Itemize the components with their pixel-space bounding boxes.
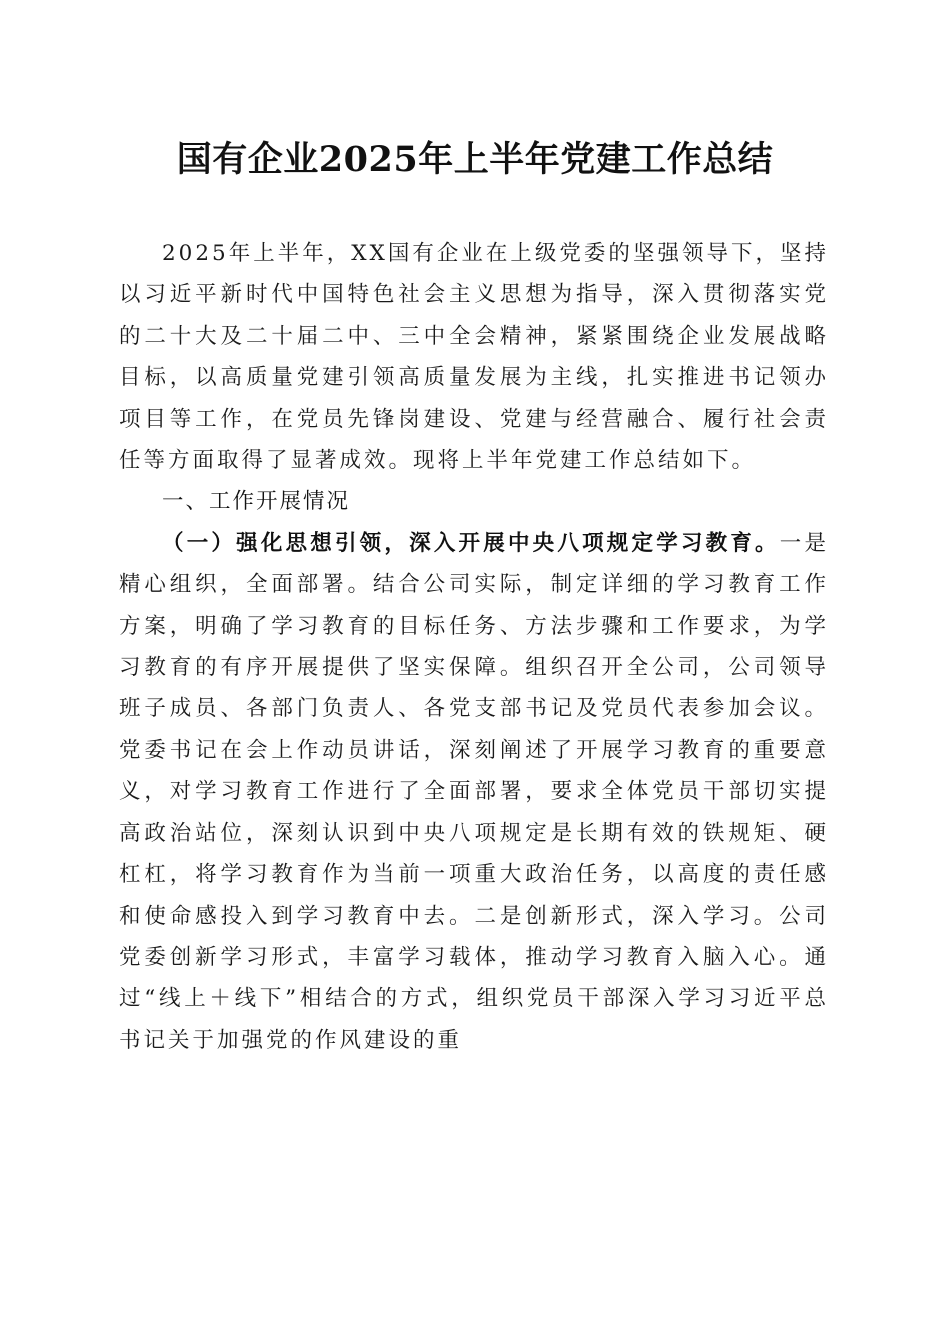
section-heading: 一、工作开展情况 <box>162 489 351 515</box>
document-body <box>119 233 829 1061</box>
intro-paragraph: 2025年上半年，XX国有企业在上级党委的坚强领导下，坚持以习近平新时代中国特色社会主义思想为指导，深入贯彻落实党的二十大及二十届二中、三中全会精神，紧紧围绕企业发展战略目标，以高质量党建引领高质量发展为主线，扎实推进书记领办项目等工作，在党员先锋岗建设、党建与经营融合、履行社会责任等方面取得了显著成效。现将上半年党建工作总结如下。 <box>119 241 829 474</box>
subsection-heading: （一）强化思想引领，深入开展中央八项规定学习教育。 <box>162 530 780 556</box>
document-title: 国有企业2025年上半年党建工作总结 <box>176 139 774 180</box>
subsection-text: 一是精心组织，全面部署。结合公司实际，制定详细的学习教育工作方案，明确了学习教育的目标任务、方法步骤和工作要求，为学习教育的有序开展提供了坚实保障。组织召开全公司，公司领导班子成员、各部门负责人、各党支部书记及党员代表参加会议。党委书记在会上作动员讲话，深刻阐述了开展学习教育的重要意义，对学习教育工作进行了全面部署，要求全体党员干部切实提高政治站位，深刻认识到中央八项规定是长期有效的铁规矩、硬杠杠，将学习教育作为当前一项重大政治任务，以高度的责任感和使命感投入到学习教育中去。二是创新形式，深入学习。公司党委创新学习形式，丰富学习载体，推动学习教育入脑入心。通过“线上＋线下”相结合的方式，组织党员干部深入学习习近平总书记关于加强党的作风建设的重 <box>119 530 829 1053</box>
subsection-paragraph <box>119 523 829 1061</box>
